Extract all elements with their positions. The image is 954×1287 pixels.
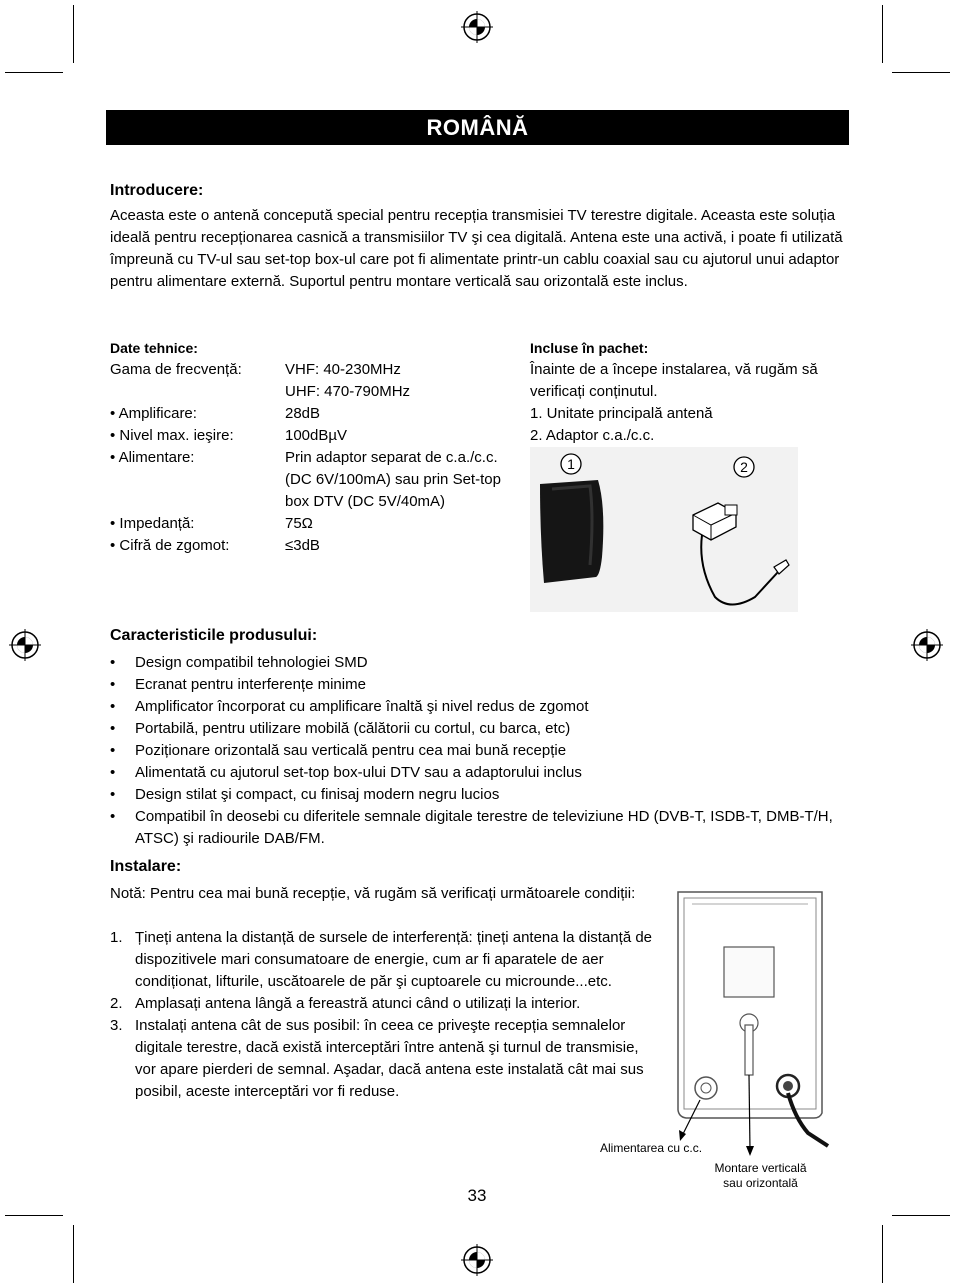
package-heading: Incluse în pachet: xyxy=(530,340,649,356)
step-number: 2. xyxy=(110,995,123,1012)
feature-text: Alimentată cu ajutorul set-top box-ului DTV sau a adaptorului inclus xyxy=(135,764,582,781)
feature-text: Poziționare orizontală sau verticală pentru cea mai bună recepție xyxy=(135,742,567,759)
registration-mark-icon xyxy=(8,628,42,662)
bullet: • xyxy=(110,786,116,803)
package-intro: Înainte de a începe instalarea, vă rugăm să verificați conținutul. xyxy=(530,361,818,400)
spec-row xyxy=(110,359,530,381)
crop-mark xyxy=(5,1215,63,1216)
step-number: 1. xyxy=(110,929,123,946)
spec-value: VHF: 40-230MHz xyxy=(285,361,401,378)
list-item xyxy=(110,927,655,993)
install-steps xyxy=(110,927,655,1103)
crop-mark xyxy=(892,1215,950,1216)
label-plate xyxy=(724,947,774,997)
list-item xyxy=(110,806,840,850)
package-illustration xyxy=(530,447,798,612)
features-heading: Caracteristicile produsului: xyxy=(110,627,318,644)
bullet: • xyxy=(110,654,116,671)
spec-row xyxy=(110,513,530,535)
marker-2-label: 2 xyxy=(740,459,748,475)
caption-mount-line2: sau orizontală xyxy=(723,1176,798,1190)
package-contents xyxy=(530,337,860,447)
spec-row xyxy=(110,403,530,425)
spec-row xyxy=(110,425,530,447)
spec-value: 75Ω xyxy=(285,515,313,532)
registration-mark-icon xyxy=(460,10,494,44)
registration-mark-icon xyxy=(460,1243,494,1277)
step-text: Amplasați antena lângă a fereastră atunci când o utilizați la interior. xyxy=(135,995,581,1012)
spec-label: • Nivel max. ieşire: xyxy=(110,427,234,444)
bullet: • xyxy=(110,764,116,781)
spec-value: 100dBµV xyxy=(285,427,348,444)
list-item xyxy=(110,674,840,696)
spec-label: • Impedanță: xyxy=(110,515,195,532)
crop-mark xyxy=(882,1225,883,1283)
spec-row xyxy=(110,447,530,513)
feature-text: Ecranat pentru interferențe minime xyxy=(135,676,366,693)
step-number: 3. xyxy=(110,1017,123,1034)
list-item xyxy=(110,696,840,718)
bullet: • xyxy=(110,720,116,737)
install-note: Notă: Pentru cea mai bună recepție, vă rugăm să verificați următoarele condiții: xyxy=(110,885,636,902)
crop-mark xyxy=(892,72,950,73)
features-list xyxy=(110,652,840,850)
crop-mark xyxy=(5,72,63,73)
feature-text: Portabilă, pentru utilizare mobilă (călătorii cu cortul, cu barca, etc) xyxy=(135,720,571,737)
list-item xyxy=(110,1015,655,1103)
list-item xyxy=(110,762,840,784)
list-item xyxy=(110,740,840,762)
spec-label: • Amplificare: xyxy=(110,405,197,422)
bullet: • xyxy=(110,742,116,759)
spec-row xyxy=(110,381,530,403)
step-text: Țineți antena la distanță de sursele de interferență: țineți antena la distanță de dispozitivele mari consumatoare de energie, cum ar fi aparatele de aer condiționat, lifturile, uscătoarele de păr şi cuptoarele cu microunde...etc. xyxy=(135,929,653,990)
install-heading: Instalare: xyxy=(110,858,182,875)
spec-label: Gama de frecvență: xyxy=(110,361,242,378)
feature-text: Compatibil în deosebi cu diferitele semnale digitale terestre de televiziune HD (DVB-T, ISDB-T, DMB-T/H, ATSC) şi radiourile DAB/FM. xyxy=(135,808,833,847)
feature-text: Amplificator încorporat cu amplificare înaltă şi nivel redus de zgomot xyxy=(135,698,589,715)
intro-text: Aceasta este o antenă concepută special pentru recepția transmisiei TV terestre digitale. Aceasta este soluția ideală pentru recepționarea casnică a transmisiilor TV şi cea digitală. Antena este una activă, i poate fi utilizată împreună cu TV-ul sau set-top box-ul care pot fi alimentate printr-un cablu coaxial sau cu ajutorul unui adaptor pentru alimentare externă. Suportul pentru montare verticală sau orizontală este inclus. xyxy=(110,207,843,290)
antenna-back-diagram xyxy=(670,888,840,1158)
list-item xyxy=(110,652,840,674)
spec-label: • Alimentare: xyxy=(110,449,195,466)
caption-mount xyxy=(688,1161,833,1191)
spec-value: Prin adaptor separat de c.a./c.c. (DC 6V/100mA) sau prin Set-top box DTV (DC 5V/40mA) xyxy=(285,449,501,510)
step-text: Instalați antena cât de sus posibil: în ceea ce priveşte recepția semnalelor digitale terestre, dacă există interceptări între antenă şi turnul de transmisie, vor apare pierderi de semnal. Aşadar, dacă antena este instalată cât mai sus posibil, aceste interceptări vor fi reduse. xyxy=(135,1017,644,1100)
list-item xyxy=(110,784,840,806)
bullet: • xyxy=(110,808,116,825)
bullet: • xyxy=(110,698,116,715)
spec-label xyxy=(110,381,285,403)
feature-text: Design compatibil tehnologiei SMD xyxy=(135,654,368,671)
registration-mark-icon xyxy=(910,628,944,662)
caption-mount-line1: Montare verticală xyxy=(714,1161,807,1175)
specs-heading: Date tehnice: xyxy=(110,340,198,356)
intro-heading: Introducere: xyxy=(110,182,204,199)
caption-dc-power: Alimentarea cu c.c. xyxy=(600,1141,703,1155)
crop-mark xyxy=(73,1225,74,1283)
page-number: 33 xyxy=(467,1186,487,1205)
package-item: 2. Adaptor c.a./c.c. xyxy=(530,427,655,444)
list-item xyxy=(110,718,840,740)
crop-mark xyxy=(73,5,74,63)
bullet: • xyxy=(110,676,116,693)
list-item xyxy=(110,993,655,1015)
antenna-unit-icon xyxy=(540,480,603,583)
spec-label: • Cifră de zgomot: xyxy=(110,537,230,554)
feature-text: Design stilat şi compact, cu finisaj modern negru lucios xyxy=(135,786,500,803)
spec-value: 28dB xyxy=(285,405,321,422)
spec-value: UHF: 470-790MHz xyxy=(285,383,411,400)
specs-table xyxy=(110,337,530,557)
spec-row xyxy=(110,535,530,557)
package-item: 1. Unitate principală antenă xyxy=(530,405,713,422)
language-banner: ROMÂNĂ xyxy=(106,110,849,145)
spec-value: ≤3dB xyxy=(285,537,320,554)
marker-1-label: 1 xyxy=(567,456,575,472)
crop-mark xyxy=(882,5,883,63)
